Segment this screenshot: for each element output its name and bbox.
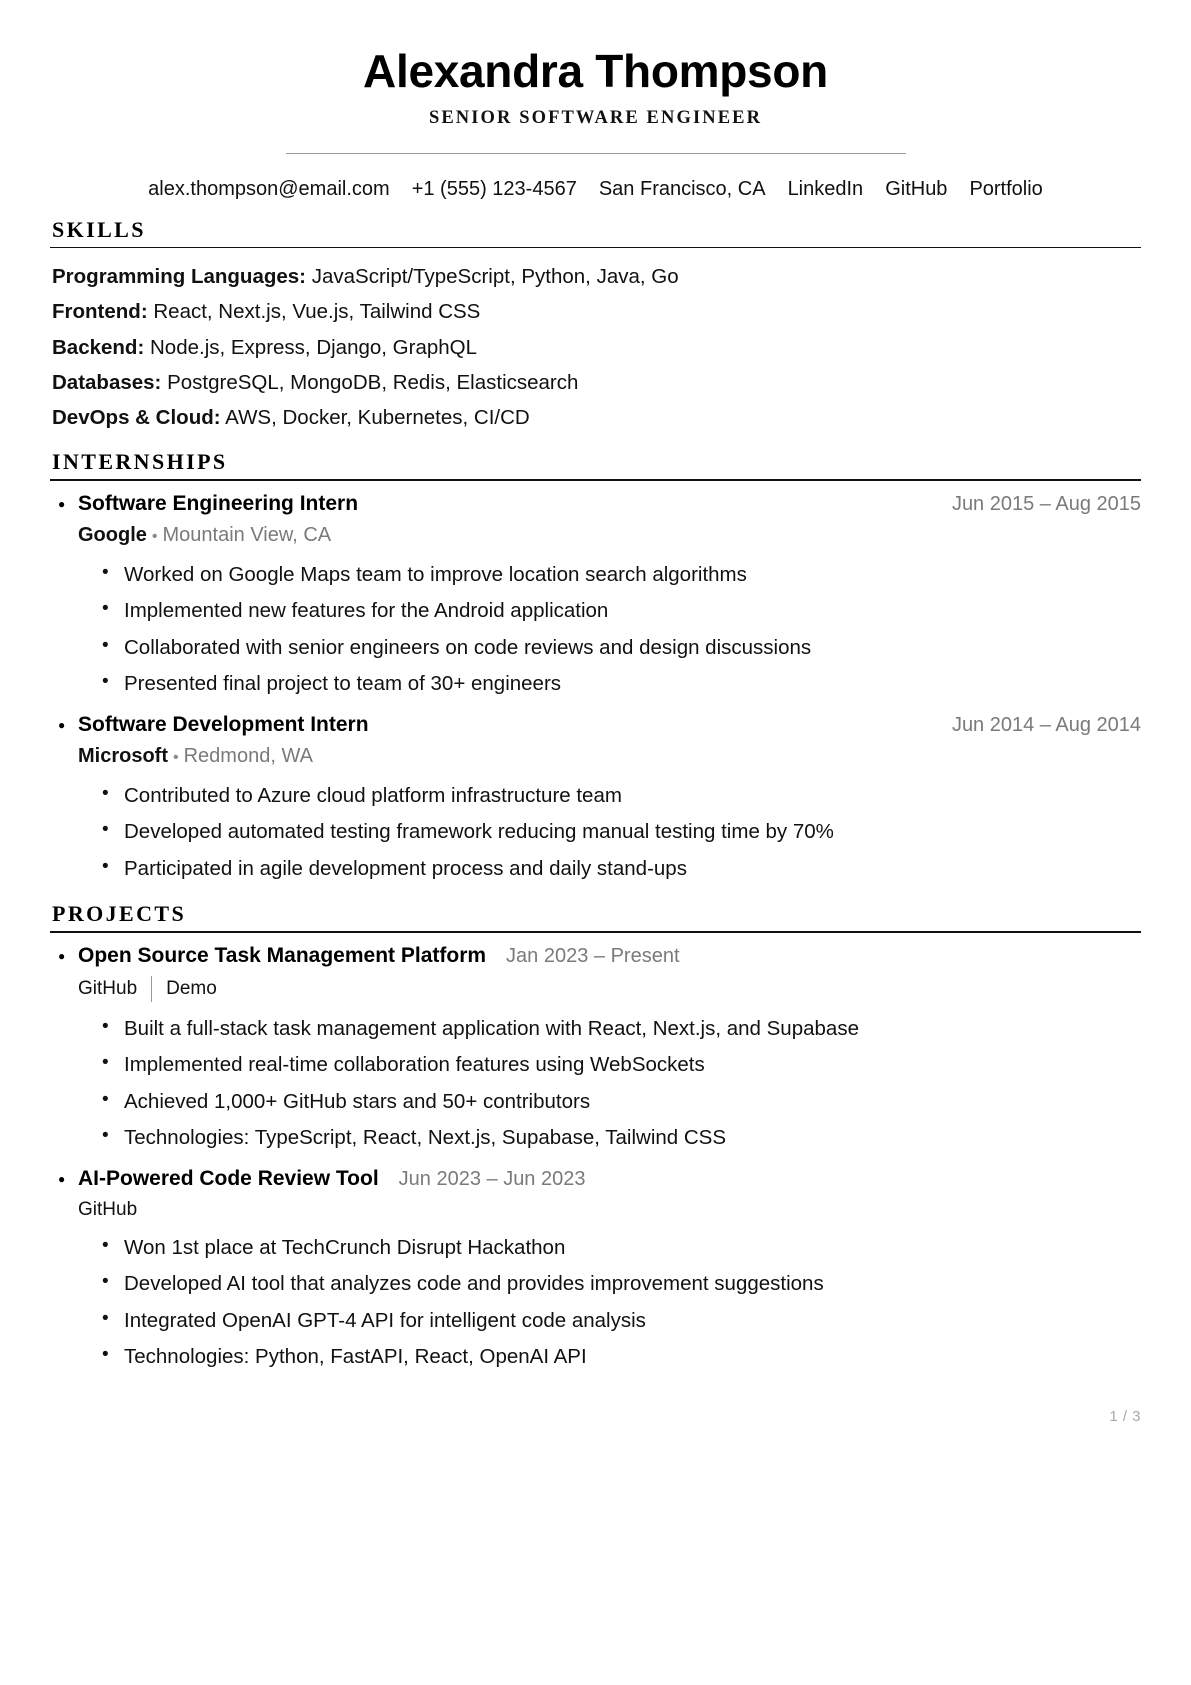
entry-bullet-icon bbox=[58, 1169, 78, 1186]
contact-linkedin-link[interactable]: LinkedIn bbox=[787, 177, 864, 200]
contact-github-link[interactable]: GitHub bbox=[885, 177, 948, 200]
project-demo-link[interactable]: Demo bbox=[166, 977, 217, 999]
internship-entry bbox=[58, 492, 1141, 703]
entry-bullet-icon bbox=[58, 946, 78, 963]
skill-category: DevOps & Cloud: bbox=[52, 406, 221, 430]
bullet-item: • Contributed to Azure cloud platform infrastructure team bbox=[102, 778, 1141, 814]
skill-values: React, Next.js, Vue.js, Tailwind CSS bbox=[153, 300, 481, 324]
candidate-name: Alexandra Thompson bbox=[363, 45, 828, 97]
contact-row bbox=[50, 176, 1141, 203]
entry-organization: Google bbox=[78, 523, 147, 546]
skill-row bbox=[50, 330, 1141, 365]
bullet-separator-icon: • bbox=[151, 527, 158, 545]
entry-header bbox=[58, 1167, 1141, 1191]
project-github-link[interactable]: GitHub bbox=[78, 1198, 138, 1220]
section-projects bbox=[50, 901, 1141, 1375]
entry-bullet-list bbox=[58, 1011, 1141, 1157]
bullet-item: • Technologies: TypeScript, React, Next.js, Supabase, Tailwind CSS bbox=[102, 1120, 1141, 1156]
skill-values: Node.js, Express, Django, GraphQL bbox=[149, 335, 478, 359]
skill-values: PostgreSQL, MongoDB, Redis, Elasticsearch bbox=[167, 370, 579, 394]
entry-title: Software Engineering Intern bbox=[78, 491, 359, 515]
entry-bullet-list bbox=[58, 1230, 1141, 1376]
entry-bullet-list bbox=[58, 778, 1141, 887]
entry-dates: Jun 2023 – Jun 2023 bbox=[398, 1167, 586, 1190]
bullet-item: • Achieved 1,000+ GitHub stars and 50+ contributors bbox=[102, 1084, 1141, 1120]
entry-title: Software Development Intern bbox=[78, 712, 369, 736]
skill-values: JavaScript/TypeScript, Python, Java, Go bbox=[311, 265, 679, 289]
section-internships bbox=[50, 449, 1141, 887]
skill-category: Backend: bbox=[52, 335, 145, 359]
entry-header bbox=[58, 713, 1141, 737]
skill-category: Frontend: bbox=[52, 300, 148, 324]
bullet-item: • Won 1st place at TechCrunch Disrupt Hackathon bbox=[102, 1230, 1141, 1266]
bullet-item: • Developed automated testing framework reducing manual testing time by 70% bbox=[102, 814, 1141, 850]
skill-row bbox=[50, 294, 1141, 329]
project-entry bbox=[58, 1167, 1141, 1376]
section-heading-skills: SKILLS bbox=[52, 216, 146, 242]
entry-location: Redmond, WA bbox=[183, 744, 313, 767]
project-links bbox=[58, 1199, 1141, 1221]
skill-category: Programming Languages: bbox=[52, 265, 307, 289]
page-indicator: 1 / 3 bbox=[1109, 1408, 1141, 1425]
contact-email[interactable]: alex.thompson@email.com bbox=[148, 177, 390, 200]
internship-entry bbox=[58, 713, 1141, 887]
resume-header bbox=[50, 46, 1141, 203]
section-divider-skills bbox=[50, 247, 1141, 249]
bullet-item: • Participated in agile development process and daily stand-ups bbox=[102, 851, 1141, 887]
section-skills bbox=[50, 217, 1141, 436]
bullet-separator-icon: • bbox=[173, 748, 179, 766]
entry-subline bbox=[58, 522, 1141, 548]
entry-header bbox=[58, 944, 1141, 968]
skill-category: Databases: bbox=[52, 370, 162, 394]
bullet-item: • Implemented new features for the Android application bbox=[102, 593, 1141, 629]
section-divider-projects bbox=[50, 931, 1141, 933]
entry-subline bbox=[58, 743, 1141, 769]
skill-row bbox=[50, 365, 1141, 400]
bullet-item: • Built a full-stack task management application with React, Next.js, and Supabase bbox=[102, 1011, 1141, 1047]
contact-location: San Francisco, CA bbox=[598, 177, 766, 200]
entry-bullet-list bbox=[58, 557, 1141, 703]
section-heading-internships: INTERNSHIPS bbox=[52, 449, 228, 475]
contact-portfolio-link[interactable]: Portfolio bbox=[969, 177, 1043, 200]
section-divider-internships bbox=[50, 479, 1141, 481]
skill-row bbox=[50, 400, 1141, 435]
skill-values: AWS, Docker, Kubernetes, CI/CD bbox=[225, 406, 530, 430]
project-links bbox=[58, 976, 1141, 1002]
entry-header bbox=[58, 492, 1141, 516]
bullet-item: • Implemented real-time collaboration features using WebSockets bbox=[102, 1047, 1141, 1083]
candidate-job-title: SENIOR SOFTWARE ENGINEER bbox=[428, 107, 763, 128]
skill-row bbox=[50, 259, 1141, 294]
project-entry bbox=[58, 944, 1141, 1157]
link-separator-icon bbox=[151, 976, 152, 1002]
entry-dates: Jan 2023 – Present bbox=[506, 944, 680, 967]
project-github-link[interactable]: GitHub bbox=[78, 977, 138, 999]
bullet-item: • Integrated OpenAI GPT-4 API for intelligent code analysis bbox=[102, 1303, 1141, 1339]
section-heading-projects: PROJECTS bbox=[52, 901, 187, 927]
contact-phone[interactable]: +1 (555) 123-4567 bbox=[411, 177, 577, 200]
project-entries bbox=[50, 944, 1141, 1376]
entry-title: Open Source Task Management Platform bbox=[78, 943, 487, 967]
entry-dates: Jun 2014 – Aug 2014 bbox=[951, 713, 1141, 736]
header-divider bbox=[286, 153, 906, 154]
entry-dates: Jun 2015 – Aug 2015 bbox=[951, 492, 1141, 515]
entry-bullet-icon bbox=[58, 494, 78, 511]
bullet-item: • Technologies: Python, FastAPI, React, OpenAI API bbox=[102, 1339, 1141, 1375]
entry-organization: Microsoft bbox=[78, 744, 168, 767]
entry-location: Mountain View, CA bbox=[162, 523, 332, 546]
entry-title: AI-Powered Code Review Tool bbox=[78, 1166, 379, 1190]
bullet-item: • Collaborated with senior engineers on code reviews and design discussions bbox=[102, 630, 1141, 666]
bullet-item: • Developed AI tool that analyzes code and provides improvement suggestions bbox=[102, 1266, 1141, 1302]
bullet-item: • Worked on Google Maps team to improve location search algorithms bbox=[102, 557, 1141, 593]
entry-bullet-icon bbox=[58, 715, 78, 732]
internship-entries bbox=[50, 492, 1141, 887]
bullet-item: • Presented final project to team of 30+ engineers bbox=[102, 666, 1141, 702]
